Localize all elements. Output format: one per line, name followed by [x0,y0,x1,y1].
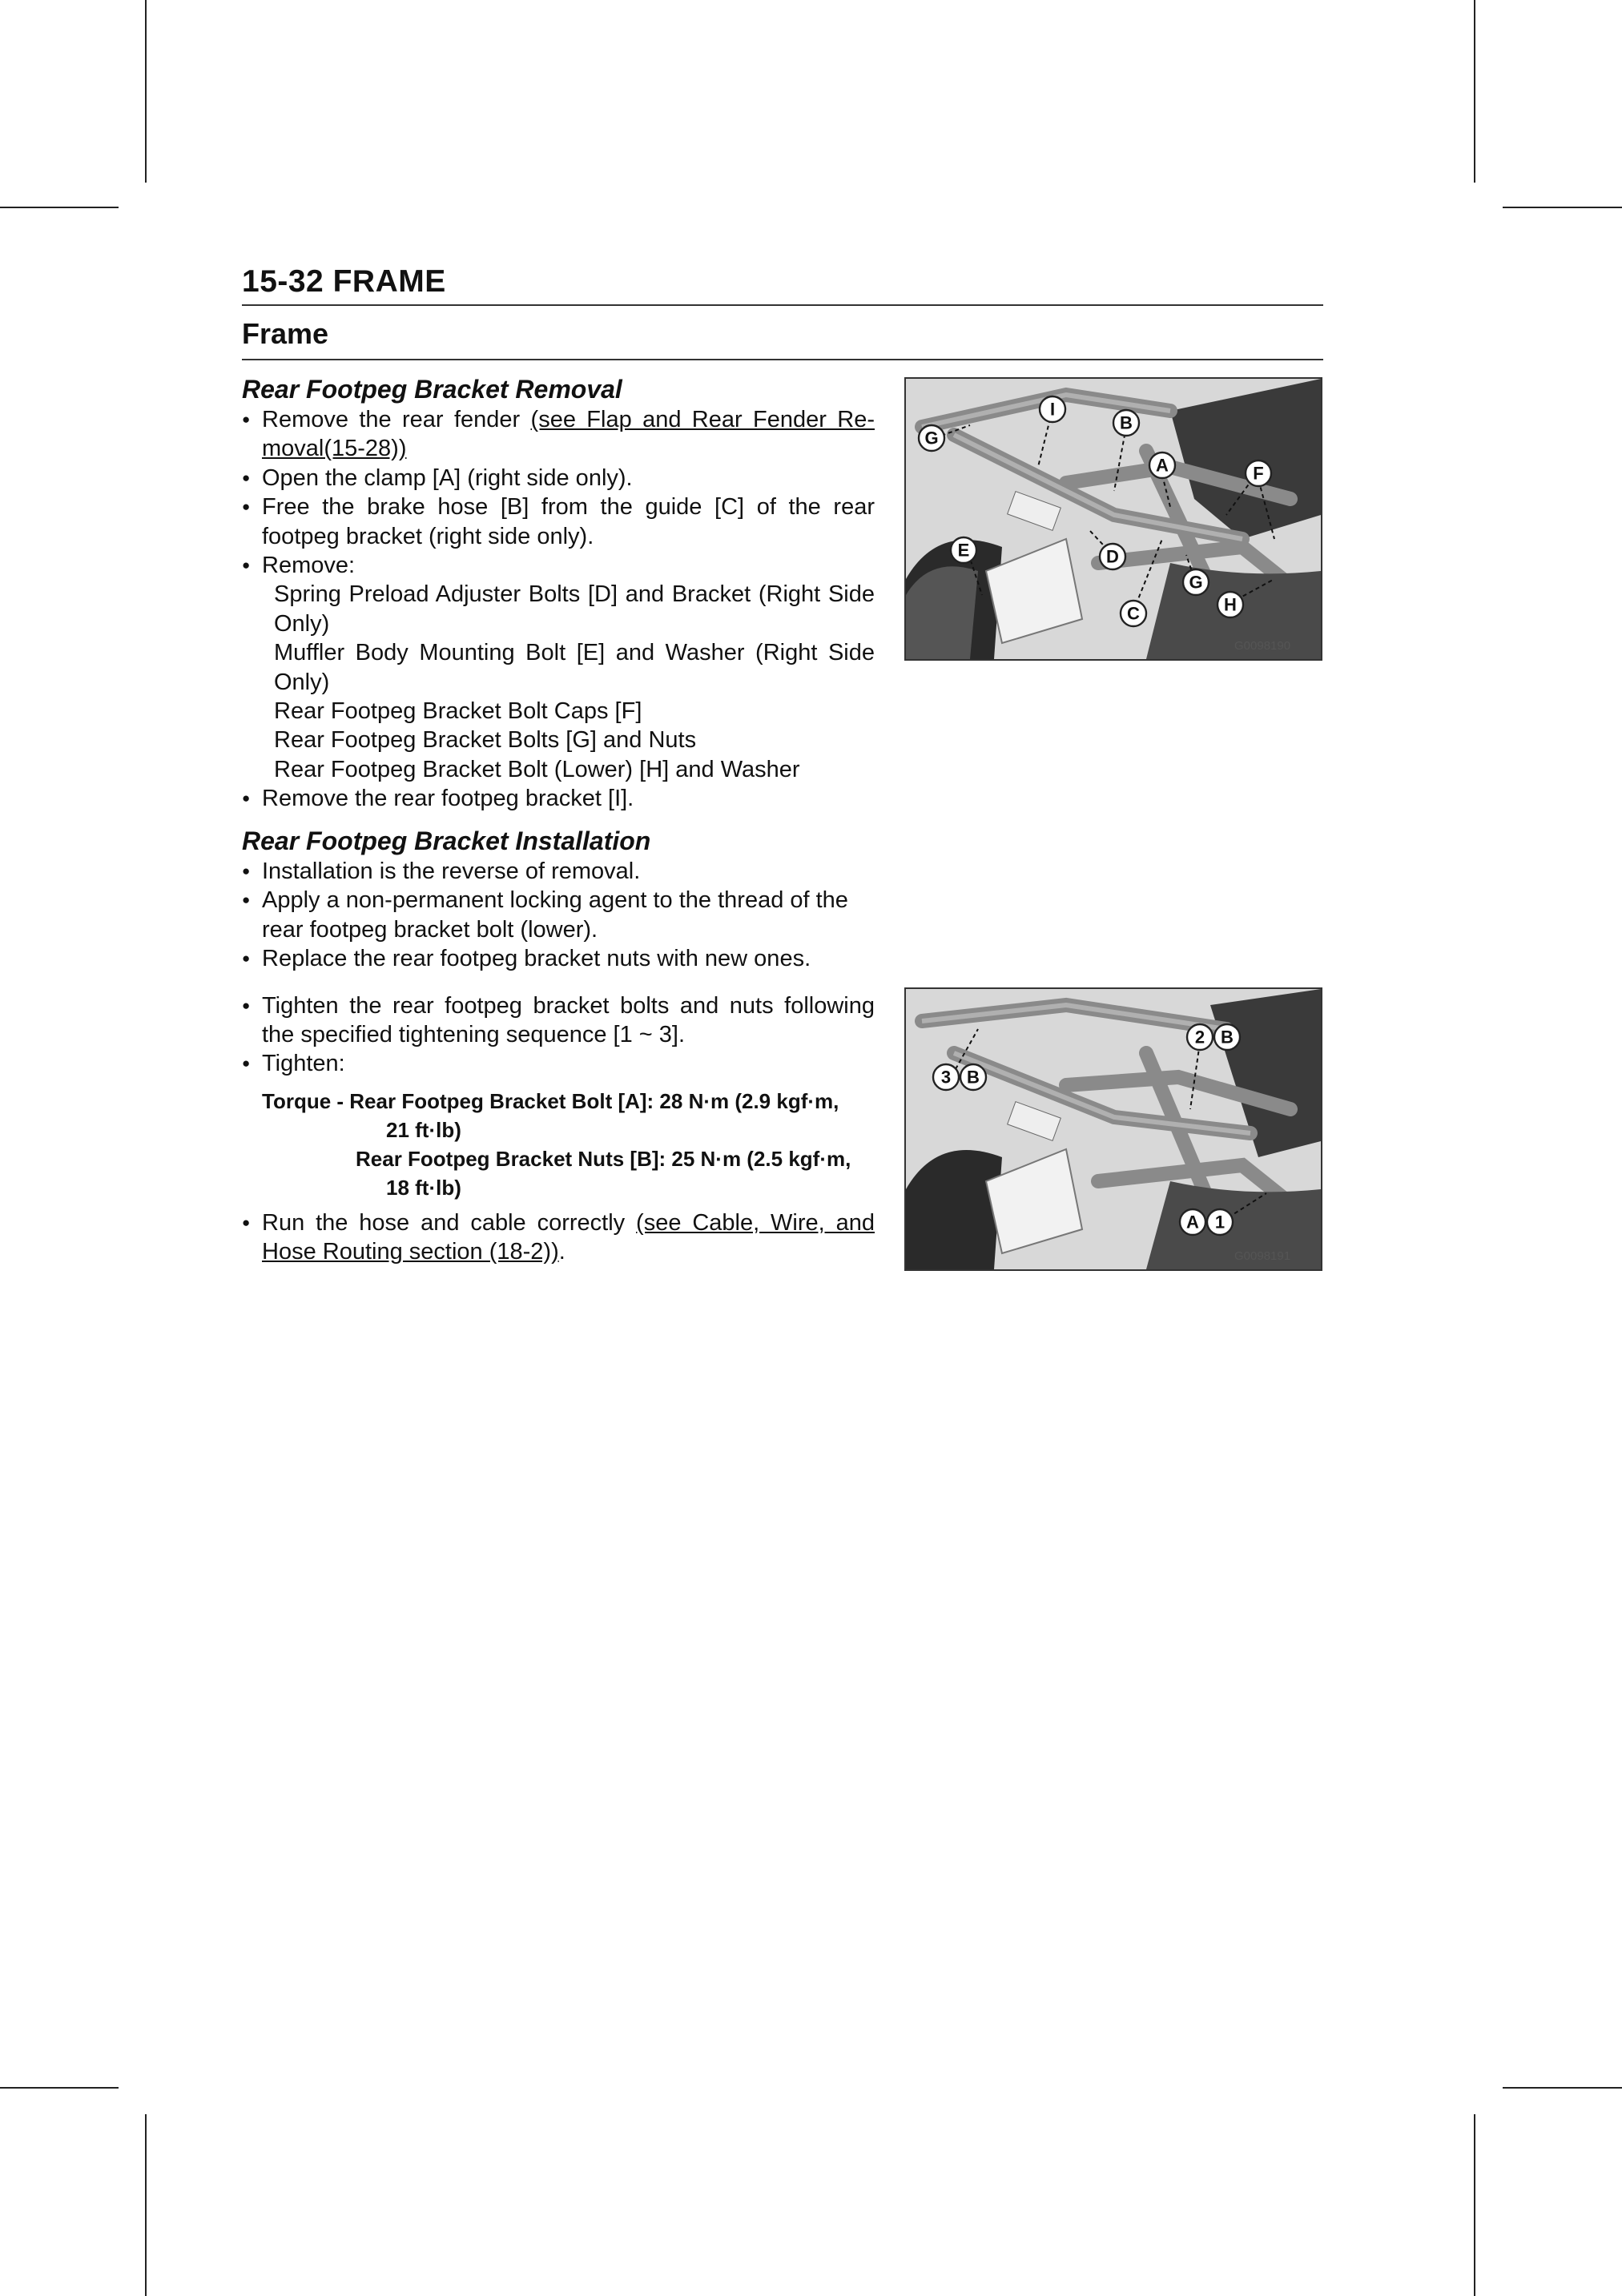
fender-removal-link[interactable]: (see Flap and Rear Fender Re-moval(15-28)) [262,407,875,462]
sub-item: Muffler Body Mounting Bolt [E] and Washer (Right Side Only) [274,640,875,695]
label-I [1040,396,1065,422]
figure-code: G0098190 [1234,639,1291,653]
section-rule [242,359,1323,360]
crop-mark [0,207,119,208]
routing-section-link[interactable]: (see Cable, Wire, and Hose Routing section (18-2)) [262,1209,875,1265]
svg-text:I: I [1049,399,1056,420]
crop-mark [1503,207,1622,208]
crop-mark [1503,2087,1622,2089]
svg-text:F: F [1253,463,1264,484]
list-item: ● Replace the rear footpeg bracket nuts with new ones. [242,944,875,973]
list-item: ● Apply a non-permanent locking agent to the thread of the rear footpeg bracket bolt (lower). [242,886,875,944]
list-item: ● Free the brake hose [B] from the guide [C] of the rear footpeg bracket (right side only). [242,493,875,551]
label-C [1121,601,1146,626]
svg-text:A: A [1186,1212,1199,1232]
removal-figure [904,377,1322,661]
torque-spec [242,1087,875,1202]
list-item: ● Tighten: [242,1049,875,1078]
label-1 [1207,1209,1233,1235]
list-item: ● Remove the rear footpeg bracket [I]. [242,784,875,813]
sub-item: Rear Footpeg Bracket Bolt (Lower) [H] and Washer [274,756,800,782]
torque-line: 21 ft·lb) [386,1117,461,1142]
label-E [951,537,976,563]
crop-mark [145,2114,147,2296]
installation-heading: Rear Footpeg Bracket Installation [242,826,651,855]
removal-heading: Rear Footpeg Bracket Removal [242,375,622,404]
list-item: ● Installation is the reverse of removal. [242,857,875,886]
installation-section [242,825,875,1267]
list-item: ● Remove: [242,551,875,580]
label-D [1100,544,1125,569]
label-B [1214,1024,1240,1050]
svg-text:3: 3 [940,1067,952,1088]
list-item: ● Run the hose and cable correctly (see Cable, Wire, and Hose Routing section (18-2)). [242,1208,875,1267]
page-title: 15-32 FRAME [242,264,446,299]
torque-line: Rear Footpeg Bracket Nuts [B]: 25 N·m (2.5 kgf·m, [356,1146,851,1171]
label-B [1113,410,1139,436]
svg-text:2: 2 [1194,1027,1205,1047]
installation-figure [904,987,1322,1271]
sub-item: Rear Footpeg Bracket Bolts [G] and Nuts [274,727,697,754]
svg-text:A: A [1156,455,1169,476]
page-header [242,264,1323,360]
crop-mark [1474,2114,1475,2296]
svg-text:G: G [1189,572,1203,593]
list-item: ● Open the clamp [A] (right side only). [242,464,875,493]
removal-section [242,373,875,814]
svg-text:E: E [957,540,970,561]
label-B [960,1064,986,1090]
section-title: Frame [242,317,329,350]
label-3 [933,1064,959,1090]
svg-text:C: C [1127,603,1140,624]
svg-text:G: G [924,428,939,448]
sub-item: Rear Footpeg Bracket Bolt Caps [F] [274,698,642,725]
label-A [1149,452,1175,478]
crop-mark [0,2087,119,2089]
torque-line: 18 ft·lb) [386,1175,461,1200]
torque-line: Torque - Rear Footpeg Bracket Bolt [A]: 28 N·m (2.9 kgf·m, [262,1088,839,1113]
label-A [1180,1209,1205,1235]
svg-text:1: 1 [1214,1212,1226,1232]
frame-photo-illustration [906,989,1321,1269]
crop-mark [145,0,147,183]
label-G [919,425,944,451]
label-H [1218,592,1243,617]
svg-text:D: D [1106,546,1119,567]
list-item: ● Remove the rear fender (see Flap and Rear Fender Re-moval(15-28)) [242,405,875,464]
svg-text:B: B [1221,1027,1234,1047]
svg-text:H: H [1224,594,1237,615]
svg-text:B: B [967,1067,980,1088]
svg-text:B: B [1120,412,1133,433]
label-2 [1187,1024,1213,1050]
list-item: ● Tighten the rear footpeg bracket bolts and nuts following the specified tightening sequence [1 ~ 3]. [242,991,875,1050]
crop-mark [1474,0,1475,183]
sub-item: Spring Preload Adjuster Bolts [D] and Bracket (Right Side Only) [274,581,875,637]
label-G [1183,569,1209,595]
label-F [1246,460,1271,486]
figure-code: G0098191 [1234,1249,1291,1263]
frame-photo-illustration [906,379,1321,659]
